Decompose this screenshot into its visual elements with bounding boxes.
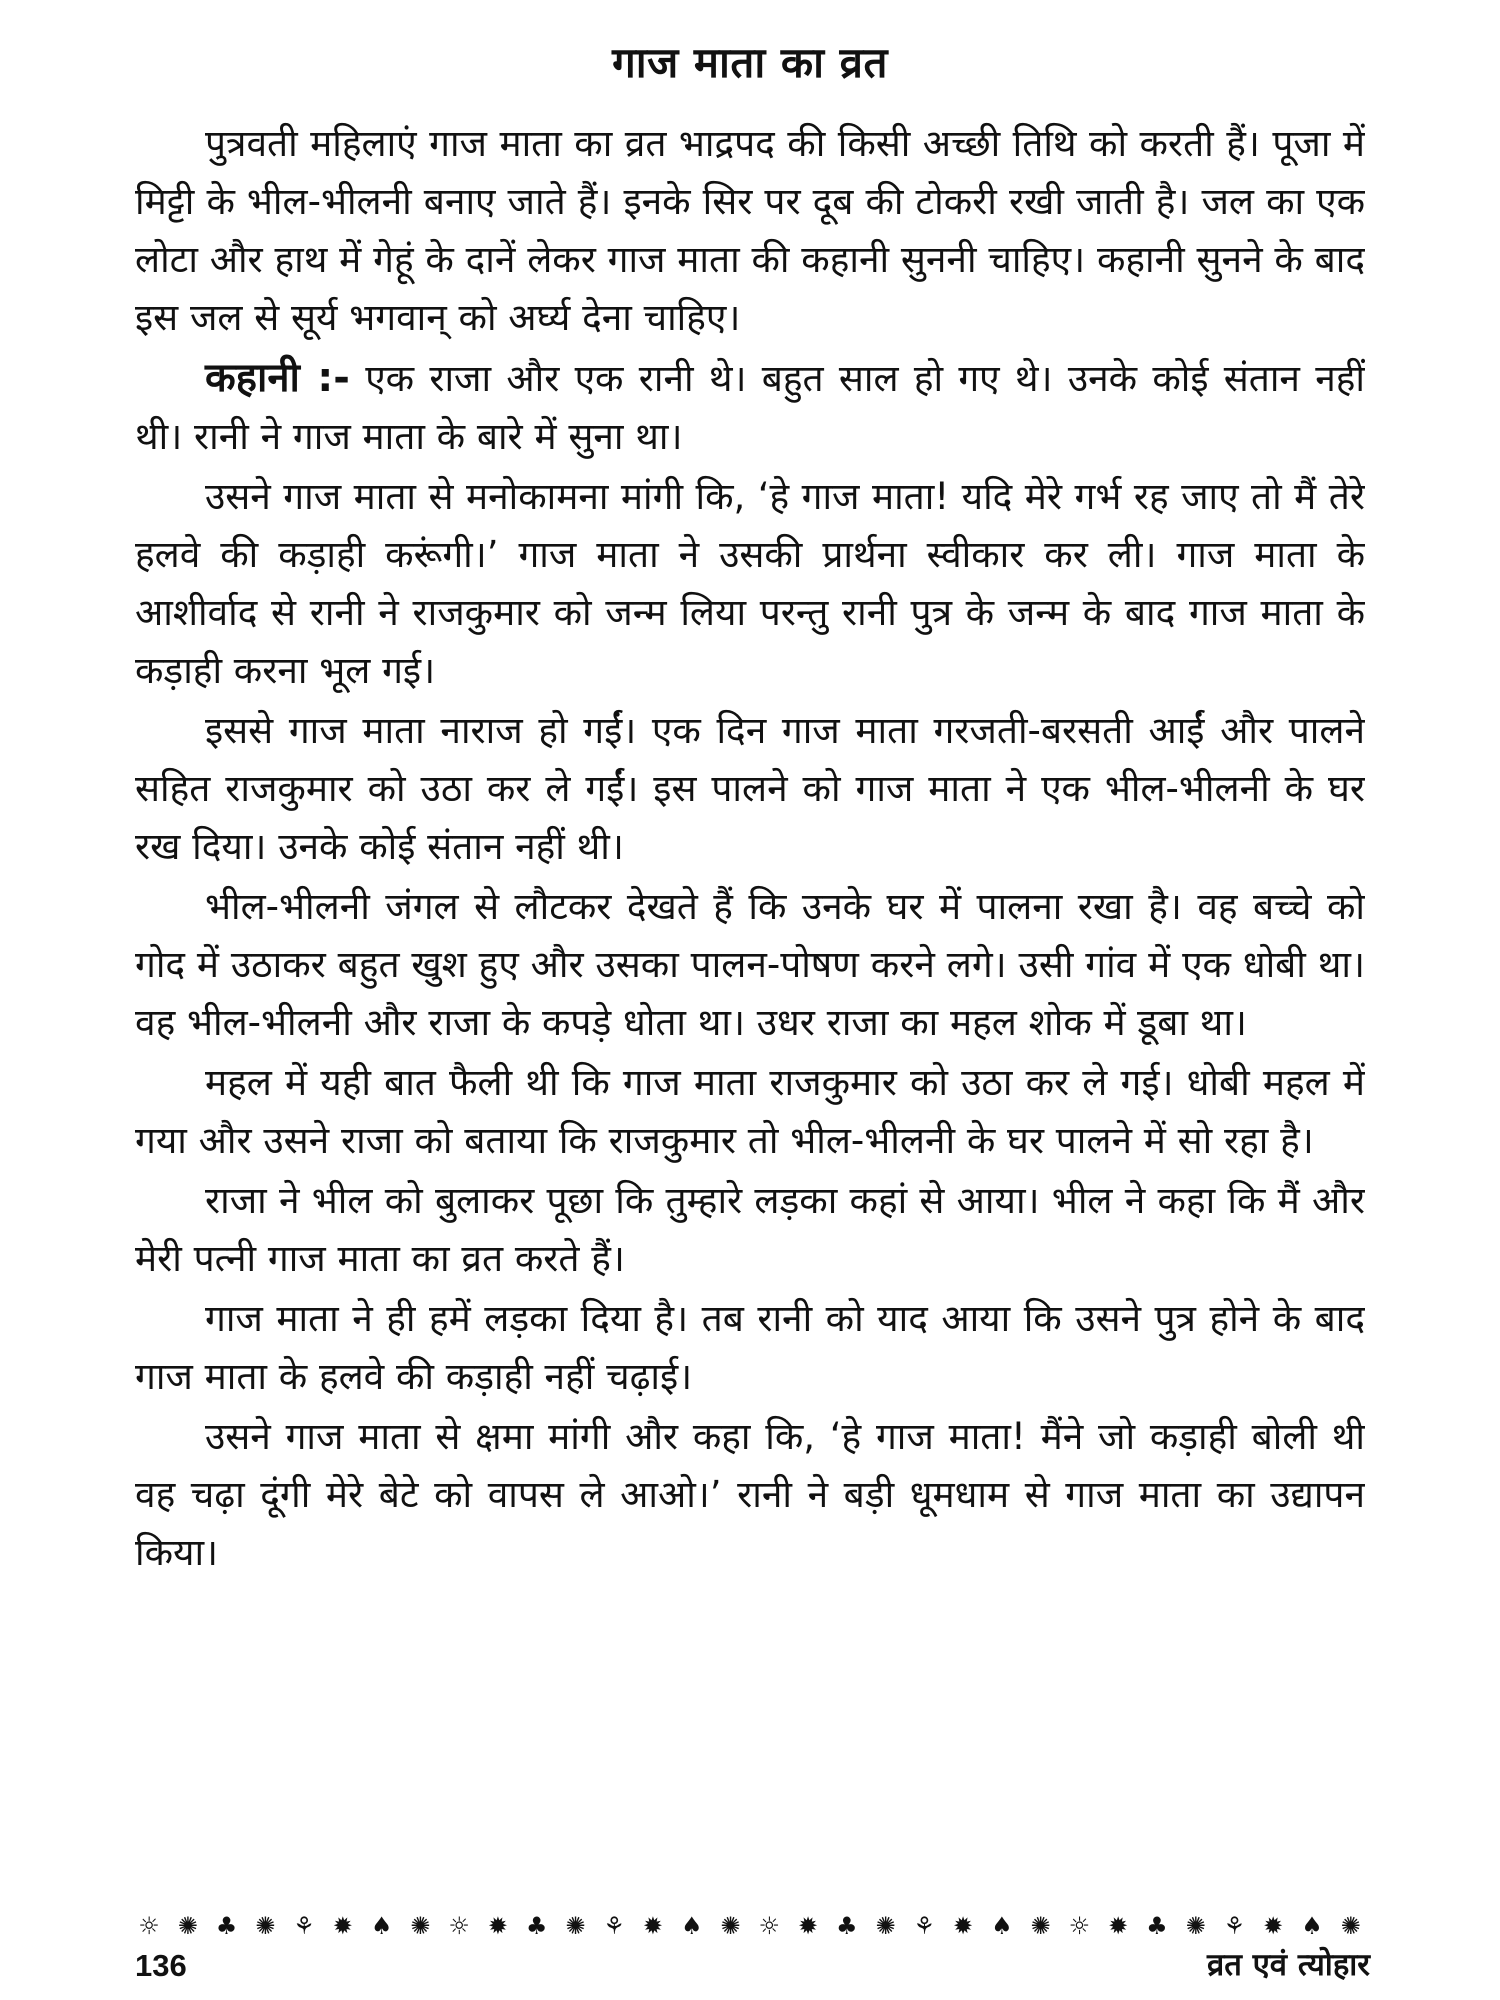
- story-label: कहानी :-: [205, 355, 350, 401]
- story-paragraph: राजा ने भील को बुलाकर पूछा कि तुम्हारे लड़का कहां से आया। भील ने कहा कि मैं और मेरी पत्नी गाज माता का व्रत करते हैं।: [135, 1179, 1365, 1280]
- running-title: व्रत एवं त्योहार: [1206, 1947, 1370, 1983]
- page-title: गाज माता का व्रत: [612, 38, 888, 87]
- intro-paragraph: पुत्रवती महिलाएं गाज माता का व्रत भाद्रपद की किसी अच्छी तिथि को करती हैं। पूजा में मिट्टी के भील-भीलनी बनाए जाते हैं। इनके सिर पर दूब की टोकरी रखी जाती है। जल का एक लोटा और हाथ में गेहूं के दानें लेकर गाज माता की कहानी सुननी चाहिए। कहानी सुनने के बाद इस जल से सूर्य भगवान् को अर्घ्य देना चाहिए।: [135, 122, 1365, 339]
- story-paragraph: उसने गाज माता से मनोकामना मांगी कि, ‘हे गाज माता! यदि मेरे गर्भ रह जाए तो मैं तेरे हलवे की कड़ाही करूंगी।’ गाज माता ने उसकी प्रार्थना स्वीकार कर ली। गाज माता के आशीर्वाद से रानी ने राजकुमार को जन्म लिया परन्तु रानी पुत्र के जन्म के बाद गाज माता के कड़ाही करना भूल गई।: [135, 475, 1365, 692]
- article-body: [135, 115, 1365, 1855]
- story-paragraph: महल में यही बात फैली थी कि गाज माता राजकुमार को उठा कर ले गई। धोबी महल में गया और उसने राजा को बताया कि राजकुमार तो भील-भीलनी के घर पालने में सो रहा है।: [135, 1061, 1365, 1162]
- story-paragraph: [135, 349, 1365, 466]
- story-paragraph: इससे गाज माता नाराज हो गईं। एक दिन गाज माता गरजती-बरसती आईं और पालने सहित राजकुमार को उठा कर ले गईं। इस पालने को गाज माता ने एक भील-भीलनी के घर रख दिया। उनके कोई संतान नहीं थी।: [135, 709, 1365, 868]
- story-paragraph: उसने गाज माता से क्षमा मांगी और कहा कि, ‘हे गाज माता! मैंने जो कड़ाही बोली थी वह चढ़ा दूंगी मेरे बेटे को वापस ले आओ।’ रानी ने बड़ी धूमधाम से गाज माता का उद्यापन किया।: [135, 1415, 1365, 1574]
- story-paragraph: भील-भीलनी जंगल से लौटकर देखते हैं कि उनके घर में पालना रखा है। वह बच्चे को गोद में उठाकर बहुत खुश हुए और उसका पालन-पोषण करने लगे। उसी गांव में एक धोबी था। वह भील-भीलनी और राजा के कपड़े धोता था। उधर राजा का महल शोक में डूबा था।: [135, 885, 1365, 1044]
- story-paragraph: गाज माता ने ही हमें लड़का दिया है। तब रानी को याद आया कि उसने पुत्र होने के बाद गाज माता के हलवे की कड़ाही नहीं चढ़ाई।: [135, 1297, 1365, 1398]
- story-text: एक राजा और एक रानी थे। बहुत साल हो गए थे। उनके कोई संतान नहीं थी। रानी ने गाज माता के बारे में सुना था।: [135, 357, 1365, 458]
- page-number: 136: [135, 1948, 187, 1983]
- lamp-and-floral-border-icon: ☼ ✺ ♣ ✺ ⚘ ✹ ♠ ✺ ☼ ✹ ♣ ✺ ⚘ ✹ ♠ ✺ ☼ ✹ ♣ ✺ ⚘ ✹ ♠ ✺ ☼ ✹ ♣ ✺ ⚘ ✹ ♠ ✺: [138, 1912, 1361, 1940]
